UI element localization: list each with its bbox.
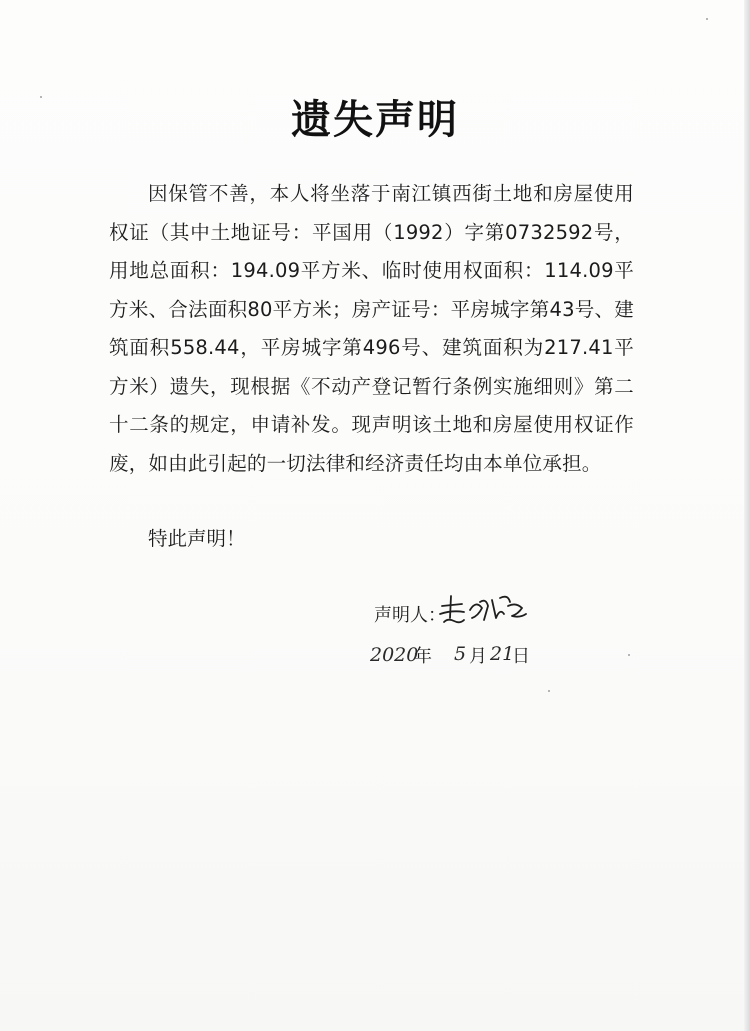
declaration-body: 因保管不善，本人将坐落于南江镇西街土地和房屋使用权证（其中土地证号：平国用（1992）字第0732592号，用地总面积：194.09平方米、临时使用权面积：114.09平方米、合法面积80平方米；房产证号：平房城字第43号、建筑面积558.44，平房城字第496号、建筑面积为217.41平方米）遗失，现根据《不动产登记暂行条例实施细则》第二十二条的规定，申请补发。现声明该土地和房屋使用权证作废，如由此引起的一切法律和经济责任均由本单位承担。 [109, 182, 634, 475]
declarant-label: 声明人： [374, 605, 446, 626]
document-title: 遗失声明 [291, 97, 459, 143]
scan-speck [706, 18, 708, 20]
closing-statement: 特此声明！ [148, 527, 246, 550]
date-day: 21 [490, 643, 515, 665]
date-year: 2020 [370, 644, 419, 666]
date-year-unit: 年 [414, 646, 432, 667]
page-edge-shadow [744, 0, 750, 1031]
scan-speck [548, 690, 550, 692]
date-month-unit: 月 [469, 646, 487, 667]
scan-speck [628, 654, 630, 656]
date-day-unit: 日 [512, 646, 530, 667]
date-month: 5 [454, 643, 467, 665]
handwritten-signature [434, 584, 534, 634]
